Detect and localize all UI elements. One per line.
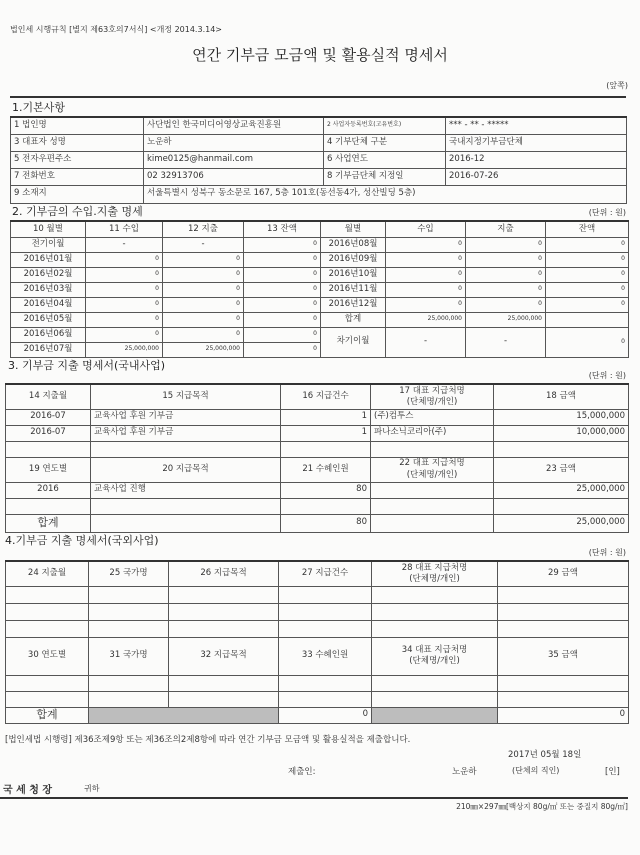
table-cell: 0 [546, 237, 629, 252]
table-cell: 1 법인명 [11, 117, 144, 134]
table-cell: 1 [281, 425, 371, 441]
table-cell: 2016년02월 [11, 267, 86, 282]
header-line: 28 대표 지급처명 [401, 562, 468, 573]
header-line: 34 대표 지급처명 [401, 644, 468, 655]
table-cell [494, 498, 629, 514]
table-cell: 9 소재지 [11, 185, 144, 203]
column-header: 수입 [386, 221, 466, 237]
table-cell: 2016-12 [446, 151, 627, 168]
table-cell: 합계 [321, 312, 386, 327]
divider [0, 797, 628, 799]
table-cell: 차기이월 [321, 327, 386, 357]
table-cell: 0 [86, 267, 163, 282]
table-cell [371, 498, 494, 514]
table-cell [89, 603, 169, 620]
table-row [6, 425, 629, 441]
table-cell: 0 [466, 252, 546, 267]
header-line: (단체명/개인) [409, 656, 460, 666]
table-cell: 0 [244, 342, 321, 357]
table-cell: 02 32913706 [144, 168, 324, 185]
table-cell [372, 586, 498, 603]
column-header: 33 수혜인원 [279, 637, 372, 675]
table-cell [372, 603, 498, 620]
table-cell [498, 675, 629, 691]
table-cell: 0 [86, 327, 163, 342]
section1-title: 1.기본사항 [12, 101, 65, 114]
header-row [11, 221, 629, 237]
divider [10, 96, 626, 98]
unit-label: (단위 : 원) [588, 548, 626, 557]
column-header: 31 국가명 [89, 637, 169, 675]
form-reference: 법인세 시행규칙 [별지 제63호의7서식] <개정 2014.3.14> [10, 25, 222, 34]
table-cell: 25,000,000 [386, 312, 466, 327]
table-cell: 0 [244, 312, 321, 327]
column-header: 25 국가명 [89, 561, 169, 586]
paper-spec: 210㎜×297㎜[백상지 80g/㎡ 또는 중질지 80g/㎡] [456, 802, 628, 811]
table-cell [169, 603, 279, 620]
column-header: 11 수입 [86, 221, 163, 237]
table-cell: 2016년05월 [11, 312, 86, 327]
table-cell: kime0125@hanmail.com [144, 151, 324, 168]
table-cell: 25,000,000 [494, 514, 629, 532]
table-cell: 0 [546, 252, 629, 267]
table-cell: 25,000,000 [466, 312, 546, 327]
table-cell [372, 691, 498, 707]
table-row [11, 267, 629, 282]
table-cell [281, 498, 371, 514]
table-row [11, 312, 629, 327]
table-cell [498, 691, 629, 707]
page-title: 연간 기부금 모금액 및 활용실적 명세서 [192, 46, 448, 64]
header-line: 17 대표 지급처명 [399, 385, 465, 396]
table-row [11, 134, 627, 151]
table-cell: 파나소닉코리아(주) [371, 425, 494, 441]
table-cell: 0 [279, 707, 372, 723]
header-line: (단체명/개인) [409, 573, 460, 584]
column-header: 19 연도별 [6, 457, 91, 482]
table-cell [169, 586, 279, 603]
seal-mark: [인] [605, 767, 620, 777]
table-cell: (주)컴투스 [371, 409, 494, 425]
table-row [11, 327, 629, 342]
table-cell: 25,000,000 [86, 342, 163, 357]
table-cell: 노운하 [144, 134, 324, 151]
table-row [11, 297, 629, 312]
table-cell: 0 [546, 297, 629, 312]
table-cell: 0 [546, 282, 629, 297]
table-cell: 0 [386, 252, 466, 267]
table-cell: 0 [466, 297, 546, 312]
table-cell [498, 586, 629, 603]
table-row [11, 237, 629, 252]
table-cell: 80 [281, 514, 371, 532]
table-cell: - [386, 327, 466, 357]
table-cell [546, 312, 629, 327]
table-cell: 합계 [6, 514, 91, 532]
column-header [371, 384, 494, 409]
column-header: 30 연도별 [6, 637, 89, 675]
table-row [6, 409, 629, 425]
table-cell: 전기이월 [11, 237, 86, 252]
table-cell: 2016년03월 [11, 282, 86, 297]
table-cell: 0 [244, 297, 321, 312]
basic-info-table [10, 116, 627, 204]
header-line: (단체명/개인) [406, 469, 458, 480]
table-cell: 0 [163, 297, 244, 312]
table-cell: 0 [86, 312, 163, 327]
table-cell: - [163, 237, 244, 252]
table-cell: 교육사업 후원 기부금 [91, 409, 281, 425]
column-header: 지출 [466, 221, 546, 237]
table-cell: 0 [163, 282, 244, 297]
overseas-expense-table [5, 560, 629, 724]
table-cell: 교육사업 진행 [91, 482, 281, 498]
table-cell [279, 675, 372, 691]
header-row [6, 384, 629, 409]
table-cell: 사단법인 한국미디어영상교육진흥원 [144, 117, 324, 134]
unit-label: (단위 : 원) [588, 208, 626, 217]
header-row [6, 561, 629, 586]
table-cell: 2016-07 [6, 425, 91, 441]
table-cell: 2016년01월 [11, 252, 86, 267]
header-row [6, 457, 629, 482]
table-row [6, 603, 629, 620]
table-row [11, 185, 627, 203]
header-line: 22 대표 지급처명 [399, 458, 465, 469]
table-cell [6, 603, 89, 620]
table-cell [498, 603, 629, 620]
table-cell [371, 482, 494, 498]
table-cell [371, 514, 494, 532]
submit-date: 2017년 05월 18일 [508, 750, 582, 760]
table-cell: 3 대표자 성명 [11, 134, 144, 151]
table-cell [169, 620, 279, 637]
table-row [11, 252, 629, 267]
domestic-expense-table [5, 383, 629, 533]
header-line: (단체명/개인) [406, 396, 458, 407]
table-cell [91, 498, 281, 514]
table-cell: 0 [546, 327, 629, 357]
table-cell: 0 [244, 237, 321, 252]
table-cell: 0 [244, 252, 321, 267]
table-row [6, 441, 629, 457]
table-cell [6, 675, 89, 691]
table-cell: 7 전화번호 [11, 168, 144, 185]
column-header: 15 지급목적 [91, 384, 281, 409]
table-cell: 15,000,000 [494, 409, 629, 425]
table-cell [6, 498, 91, 514]
table-row [11, 168, 627, 185]
table-cell: 교육사업 후원 기부금 [91, 425, 281, 441]
table-cell: 80 [281, 482, 371, 498]
column-header: 12 지출 [163, 221, 244, 237]
unit-label: (단위 : 원) [588, 371, 626, 380]
table-cell: 25,000,000 [163, 342, 244, 357]
table-cell: 2016년08월 [321, 237, 386, 252]
table-cell [372, 675, 498, 691]
table-cell [6, 620, 89, 637]
table-cell: 2016년09월 [321, 252, 386, 267]
table-cell: 1 [281, 409, 371, 425]
table-cell [91, 514, 281, 532]
table-row [6, 482, 629, 498]
table-cell: 25,000,000 [494, 482, 629, 498]
table-cell [279, 691, 372, 707]
column-header: 18 금액 [494, 384, 629, 409]
submitter-name: 노운하 [452, 767, 477, 777]
table-cell: 0 [466, 267, 546, 282]
table-cell: 2016년11월 [321, 282, 386, 297]
table-cell: - [86, 237, 163, 252]
table-row [6, 498, 629, 514]
table-cell [372, 620, 498, 637]
table-cell: 0 [386, 237, 466, 252]
table-cell [91, 441, 281, 457]
table-cell: 0 [546, 267, 629, 282]
section3-title: 3. 기부금 지출 명세서(국내사업) [8, 359, 166, 372]
column-header: 32 지급목적 [169, 637, 279, 675]
table-cell [371, 441, 494, 457]
table-cell: 2016-07-26 [446, 168, 627, 185]
table-cell: 4 기부단체 구분 [324, 134, 446, 151]
column-header: 20 지급목적 [91, 457, 281, 482]
total-row [6, 707, 629, 723]
column-header [371, 457, 494, 482]
table-cell: 0 [244, 282, 321, 297]
table-cell [89, 620, 169, 637]
table-cell: 0 [466, 282, 546, 297]
column-header: 24 지출월 [6, 561, 89, 586]
table-cell: 0 [163, 312, 244, 327]
column-header: 13 잔액 [244, 221, 321, 237]
table-cell: 10,000,000 [494, 425, 629, 441]
table-row [6, 620, 629, 637]
honorific: 귀하 [84, 784, 100, 793]
table-row [11, 117, 627, 134]
section4-title: 4.기부금 지출 명세서(국외사업) [5, 534, 159, 547]
column-header: 잔액 [546, 221, 629, 237]
column-header: 21 수혜인원 [281, 457, 371, 482]
table-cell: 0 [244, 327, 321, 342]
table-row [11, 151, 627, 168]
column-header: 23 금액 [494, 457, 629, 482]
table-cell [169, 691, 279, 707]
table-cell [279, 620, 372, 637]
table-cell: 0 [386, 267, 466, 282]
table-cell: 서울특별시 성북구 동소문로 167, 5층 101호(동선동4가, 성산빌딩 5층) [144, 185, 627, 203]
table-cell: 5 전자우편주소 [11, 151, 144, 168]
table-cell: 2 사업자등록번호(고유번호) [324, 117, 446, 134]
table-cell [6, 691, 89, 707]
total-row [6, 514, 629, 532]
page-side: (앞쪽) [606, 81, 628, 90]
column-header: 29 금액 [498, 561, 629, 586]
seal-label: (단체의 직인) [512, 766, 560, 775]
column-header: 14 지출월 [6, 384, 91, 409]
table-row [6, 691, 629, 707]
section2-title: 2. 기부금의 수입.지출 명세 [12, 205, 143, 218]
table-cell: 0 [163, 252, 244, 267]
submitter-label: 제출인: [288, 767, 316, 777]
shaded-cell [89, 707, 279, 723]
table-row [6, 586, 629, 603]
table-cell: 2016-07 [6, 409, 91, 425]
table-cell: 6 사업연도 [324, 151, 446, 168]
table-cell: 2016년06월 [11, 327, 86, 342]
table-cell [6, 586, 89, 603]
column-header: 10 월별 [11, 221, 86, 237]
table-cell: 0 [386, 297, 466, 312]
table-cell [498, 620, 629, 637]
header-row [6, 637, 629, 675]
table-row [6, 675, 629, 691]
table-cell: 합계 [6, 707, 89, 723]
table-cell: 국내지정기부금단체 [446, 134, 627, 151]
table-cell [281, 441, 371, 457]
table-cell: 0 [466, 237, 546, 252]
table-cell: 0 [86, 297, 163, 312]
statement: [법인세법 시행령] 제36조제9항 또는 제36조의2제8항에 따라 연간 기부금 모금액 및 활용실적을 제출합니다. [5, 735, 411, 745]
table-cell [279, 603, 372, 620]
table-cell [279, 586, 372, 603]
table-cell: - [466, 327, 546, 357]
column-header: 27 지급건수 [279, 561, 372, 586]
table-cell: 0 [244, 267, 321, 282]
table-cell: 2016년07월 [11, 342, 86, 357]
table-cell: 2016년12월 [321, 297, 386, 312]
column-header [372, 637, 498, 675]
table-cell [494, 441, 629, 457]
table-cell [89, 675, 169, 691]
table-cell: 0 [386, 282, 466, 297]
table-cell [89, 586, 169, 603]
table-cell [6, 441, 91, 457]
column-header: 월별 [321, 221, 386, 237]
table-cell: 0 [498, 707, 629, 723]
column-header: 26 지급목적 [169, 561, 279, 586]
recipient: 국 세 청 장 [3, 785, 53, 796]
table-cell: *** - ** - ***** [446, 117, 627, 134]
table-cell: 2016년10월 [321, 267, 386, 282]
column-header: 35 금액 [498, 637, 629, 675]
table-cell: 0 [163, 327, 244, 342]
income-expense-table [10, 220, 629, 358]
table-cell: 2016년04월 [11, 297, 86, 312]
table-cell: 8 기부금단체 지정일 [324, 168, 446, 185]
table-cell: 0 [86, 252, 163, 267]
shaded-cell [372, 707, 498, 723]
column-header [372, 561, 498, 586]
table-cell: 0 [163, 267, 244, 282]
table-cell [169, 675, 279, 691]
table-row [11, 282, 629, 297]
table-cell [89, 691, 169, 707]
table-cell: 0 [86, 282, 163, 297]
table-cell: 2016 [6, 482, 91, 498]
column-header: 16 지급건수 [281, 384, 371, 409]
